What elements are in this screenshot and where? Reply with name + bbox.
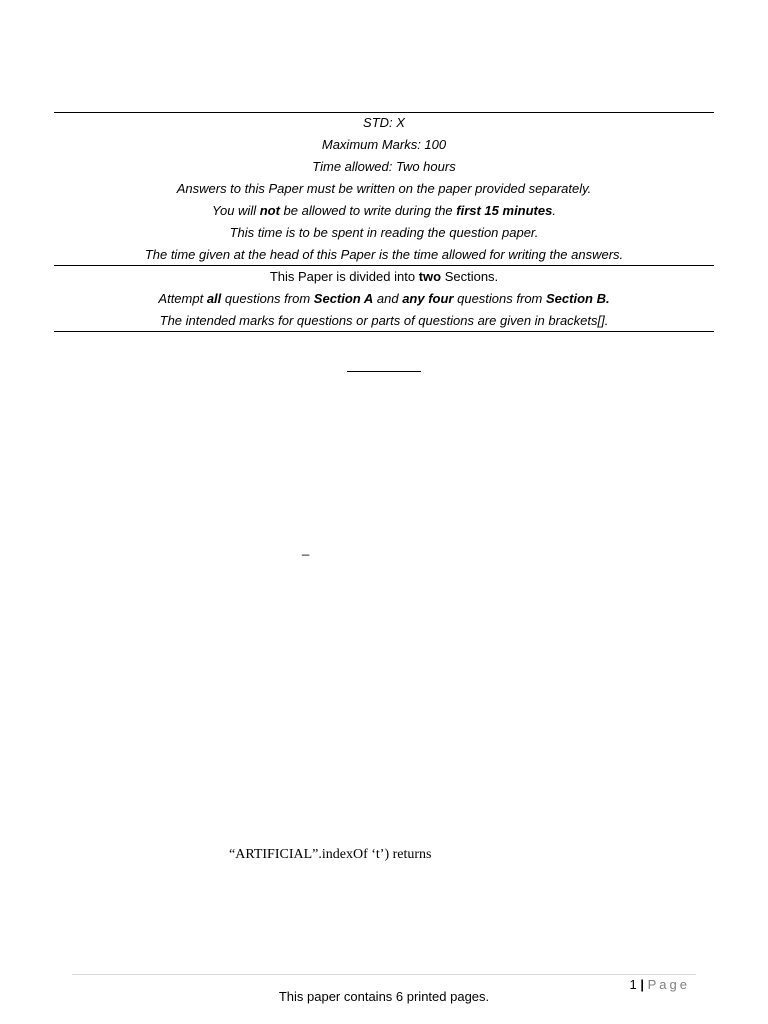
attempt-emphasis: Section B. — [546, 291, 610, 306]
header-middle-rule — [54, 265, 714, 266]
no-write-part: . — [552, 203, 556, 218]
attempt-line — [54, 291, 714, 307]
question-code-line: “ARTIFICIAL”.indexOf ‘t’) returns — [229, 847, 432, 862]
no-write-part: You will — [212, 203, 260, 218]
divided-line — [54, 269, 714, 285]
header-top-rule — [54, 112, 714, 113]
marks-note-text: The intended marks for questions or parts of questions are given in brackets[]. — [159, 313, 609, 328]
dash-mark: _ — [302, 541, 310, 556]
time-allowed-line — [54, 159, 714, 175]
page-word: Page — [647, 977, 690, 992]
attempt-part: questions from — [221, 291, 314, 306]
answers-note-text: Answers to this Paper must be written on the paper provided separately. — [176, 181, 592, 196]
max-marks-text: Maximum Marks: 100 — [321, 137, 447, 152]
attempt-emphasis: Section A — [313, 291, 374, 306]
answers-note-line — [54, 181, 714, 197]
no-write-emphasis: first 15 minutes — [456, 203, 553, 218]
footer-rule — [72, 974, 696, 975]
section-divider-underline — [347, 371, 421, 372]
no-write-line — [54, 203, 714, 219]
marks-note-line — [54, 313, 714, 329]
no-write-part: be allowed to write during the — [279, 203, 457, 218]
attempt-part: Attempt — [158, 291, 207, 306]
attempt-emphasis: any four — [402, 291, 454, 306]
attempt-emphasis: all — [206, 291, 222, 306]
attempt-part: questions from — [453, 291, 546, 306]
divided-emphasis: two — [418, 269, 442, 284]
std-line — [54, 115, 714, 131]
page-number-value: 1 — [629, 977, 637, 992]
time-allowed-text: Time allowed: Two hours — [312, 159, 456, 174]
header-bottom-rule — [54, 331, 714, 332]
printed-pages-note: This paper contains 6 printed pages. — [278, 989, 490, 1004]
reading-time-line — [54, 225, 714, 241]
reading-time-text: This time is to be spent in reading the question paper. — [229, 225, 539, 240]
max-marks-line — [54, 137, 714, 153]
std-text: STD: X — [363, 115, 405, 130]
time-given-text: The time given at the head of this Paper is the time allowed for writing the answers. — [144, 247, 624, 262]
time-given-line — [54, 247, 714, 263]
divided-part: This Paper is divided into — [269, 269, 419, 284]
no-write-emphasis: not — [259, 203, 280, 218]
attempt-part: and — [373, 291, 403, 306]
page-number-separator: | — [640, 977, 644, 992]
divided-part: Sections. — [441, 269, 499, 284]
